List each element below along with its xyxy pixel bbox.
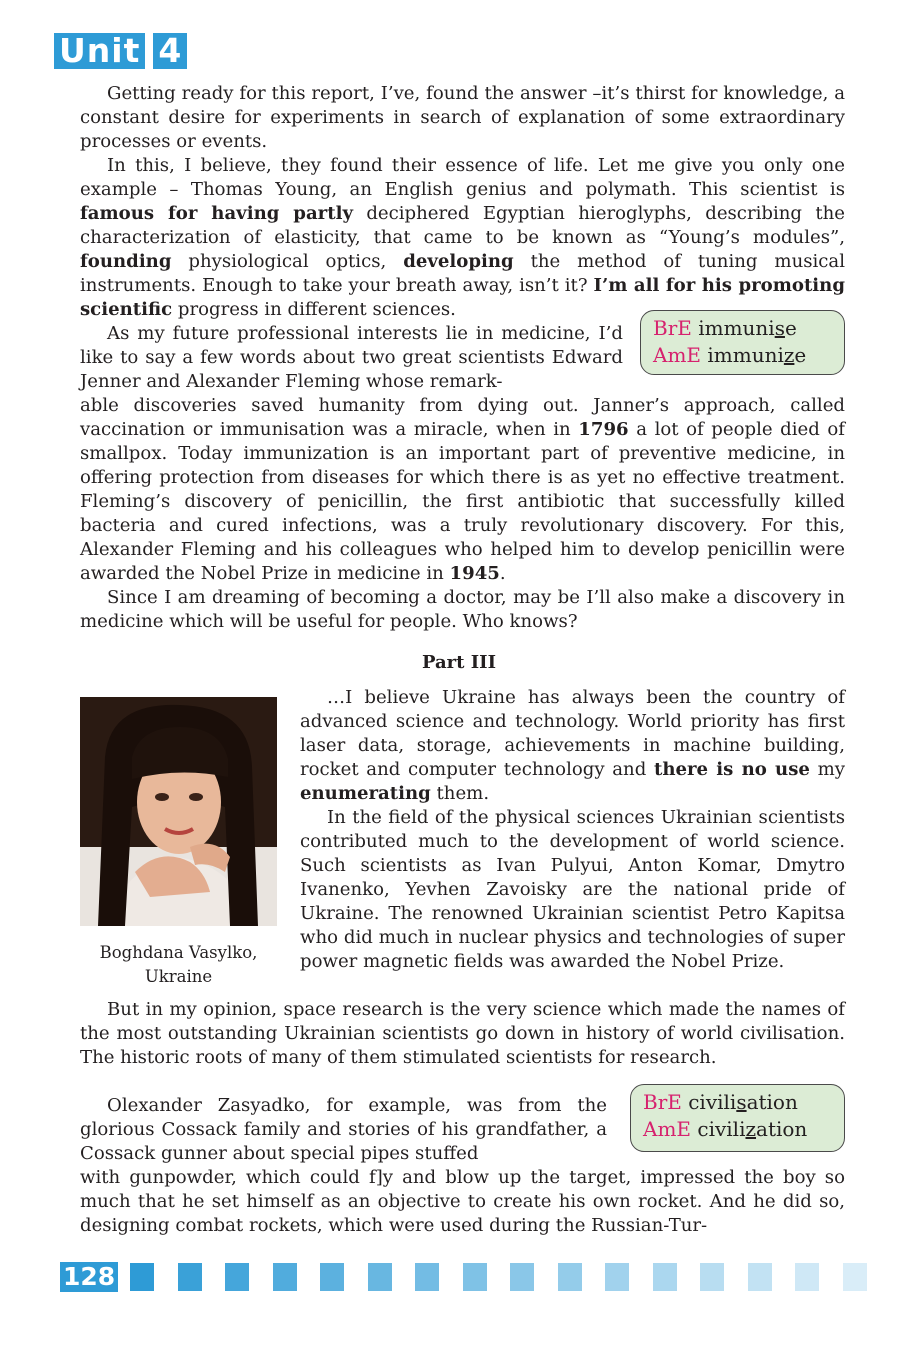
text-block-space <box>80 998 845 1070</box>
paragraph-ukraine: …I believe Ukraine has always been the country of advanced science and technology. World priority has first laser data, storage, achievements in machine building, rocket and computer technology and there is no use my enumerating them. <box>300 687 845 804</box>
paragraph-medicine-start: As my future professional interests lie in medicine, I’d like to say a few words about two great scientists Edward Jenner and Alexander Fleming whose remark- <box>80 323 623 392</box>
unit-word: Unit <box>54 33 145 69</box>
text-block-medicine-rest <box>80 394 845 634</box>
portrait-illustration <box>80 697 277 926</box>
unit-number: 4 <box>153 33 187 69</box>
text-block-ukraine <box>300 686 845 974</box>
bre-line: BrE immunise <box>653 316 797 340</box>
text-block-zasyadko-start <box>80 1094 607 1166</box>
paragraph-physical-sciences: In the field of the physical sciences Ukrainian scientists contributed much to the development of world science. Such scientists as Ivan Pulyui, Anton Komar, Dmytro Ivanenko, Yevhen Zavoisky are the national pride of Ukraine. The renowned Ukrainian scientist Petro Kapitsa who did much in nuclear physics and technologies of super power magnetic fields was awarded the Nobel Prize. <box>300 807 845 972</box>
ame-line: AmE civilization <box>643 1117 808 1141</box>
spelling-box-civilisation <box>630 1084 845 1152</box>
paragraph-zasyadko-rest: with gunpowder, which could f]y and blow up the target, impressed the boy so much that he set himself as an objective to create his own rocket. And he did so, designing combat rockets, which were used during the Russian-Tur- <box>80 1167 845 1236</box>
footer-square <box>273 1263 297 1291</box>
footer-square <box>558 1263 582 1291</box>
footer-square <box>225 1263 249 1291</box>
text-block-top <box>80 82 845 322</box>
footer-decoration <box>130 1263 910 1291</box>
unit-heading <box>54 33 187 69</box>
text-block-zasyadko-rest <box>80 1166 845 1238</box>
paragraph-thomas-young: In this, I believe, they found their essence of life. Let me give you only one example – Thomas Young, an English genius and polymath. This scientist is famous for having partly deciphered Egyptian hieroglyphs, describing the characterization of elasticity, that came to be known as “Young’s modules”, founding physiological optics, developing the method of tuning musical instruments. Enough to take your breath away, isn’t it? I’m all for his promoting scientific progress in different sciences. <box>80 155 845 320</box>
footer-square <box>510 1263 534 1291</box>
footer-square <box>748 1263 772 1291</box>
footer-square <box>700 1263 724 1291</box>
footer-square <box>368 1263 392 1291</box>
footer-square <box>653 1263 677 1291</box>
page-number: 128 <box>60 1262 118 1292</box>
paragraph-medicine-rest: able discoveries saved humanity from dying out. Janner’s approach, called vaccination or immunisation was a miracle, when in 1796 a lot of people died of smallpox. Today immunization is an important part of preventive medicine, in offering protection from diseases for which there is as yet no effective treatment. Fleming’s discovery of penicillin, the first antibiotic that successfully killed bacteria and cured infections, was a truly revolutionary discovery. For this, Alexander Fleming and his colleagues who helped him to develop penicillin were awarded the Nobel Prize in medicine in 1945. <box>80 395 845 584</box>
paragraph-thirst: Getting ready for this report, I’ve, found the answer –it’s thirst for knowledge, a constant desire for experiments in search of explanation of some extraordinary processes or events. <box>80 83 845 152</box>
part-title: Part III <box>421 652 497 673</box>
spelling-box-immunise <box>640 310 845 375</box>
footer-square <box>178 1263 202 1291</box>
footer-square <box>463 1263 487 1291</box>
text-block-medicine-start <box>80 322 623 394</box>
footer-square <box>605 1263 629 1291</box>
footer-square <box>415 1263 439 1291</box>
footer-square <box>843 1263 867 1291</box>
page-footer <box>60 1262 118 1292</box>
photo-caption: Boghdana Vasylko, Ukraine <box>99 943 258 986</box>
footer-square <box>320 1263 344 1291</box>
footer-square <box>795 1263 819 1291</box>
paragraph-doctor: Since I am dreaming of becoming a doctor, may be I’ll also make a discovery in medicine which will be useful for people. Who knows? <box>80 587 845 632</box>
paragraph-space-research: But in my opinion, space research is the very science which made the names of the most outstanding Ukrainian scientists go down in history of world civilisation. The historic roots of many of them stimulated scientists for research. <box>80 999 845 1068</box>
footer-square <box>130 1263 154 1291</box>
paragraph-zasyadko-start: Olexander Zasyadko, for example, was from the glorious Cossack family and stories of his grandfather, a Cossack gunner about special pipes stuffed <box>80 1095 607 1164</box>
portrait-photo <box>80 697 277 926</box>
ame-line: AmE immunize <box>653 343 807 367</box>
bre-line: BrE civilisation <box>643 1090 798 1114</box>
